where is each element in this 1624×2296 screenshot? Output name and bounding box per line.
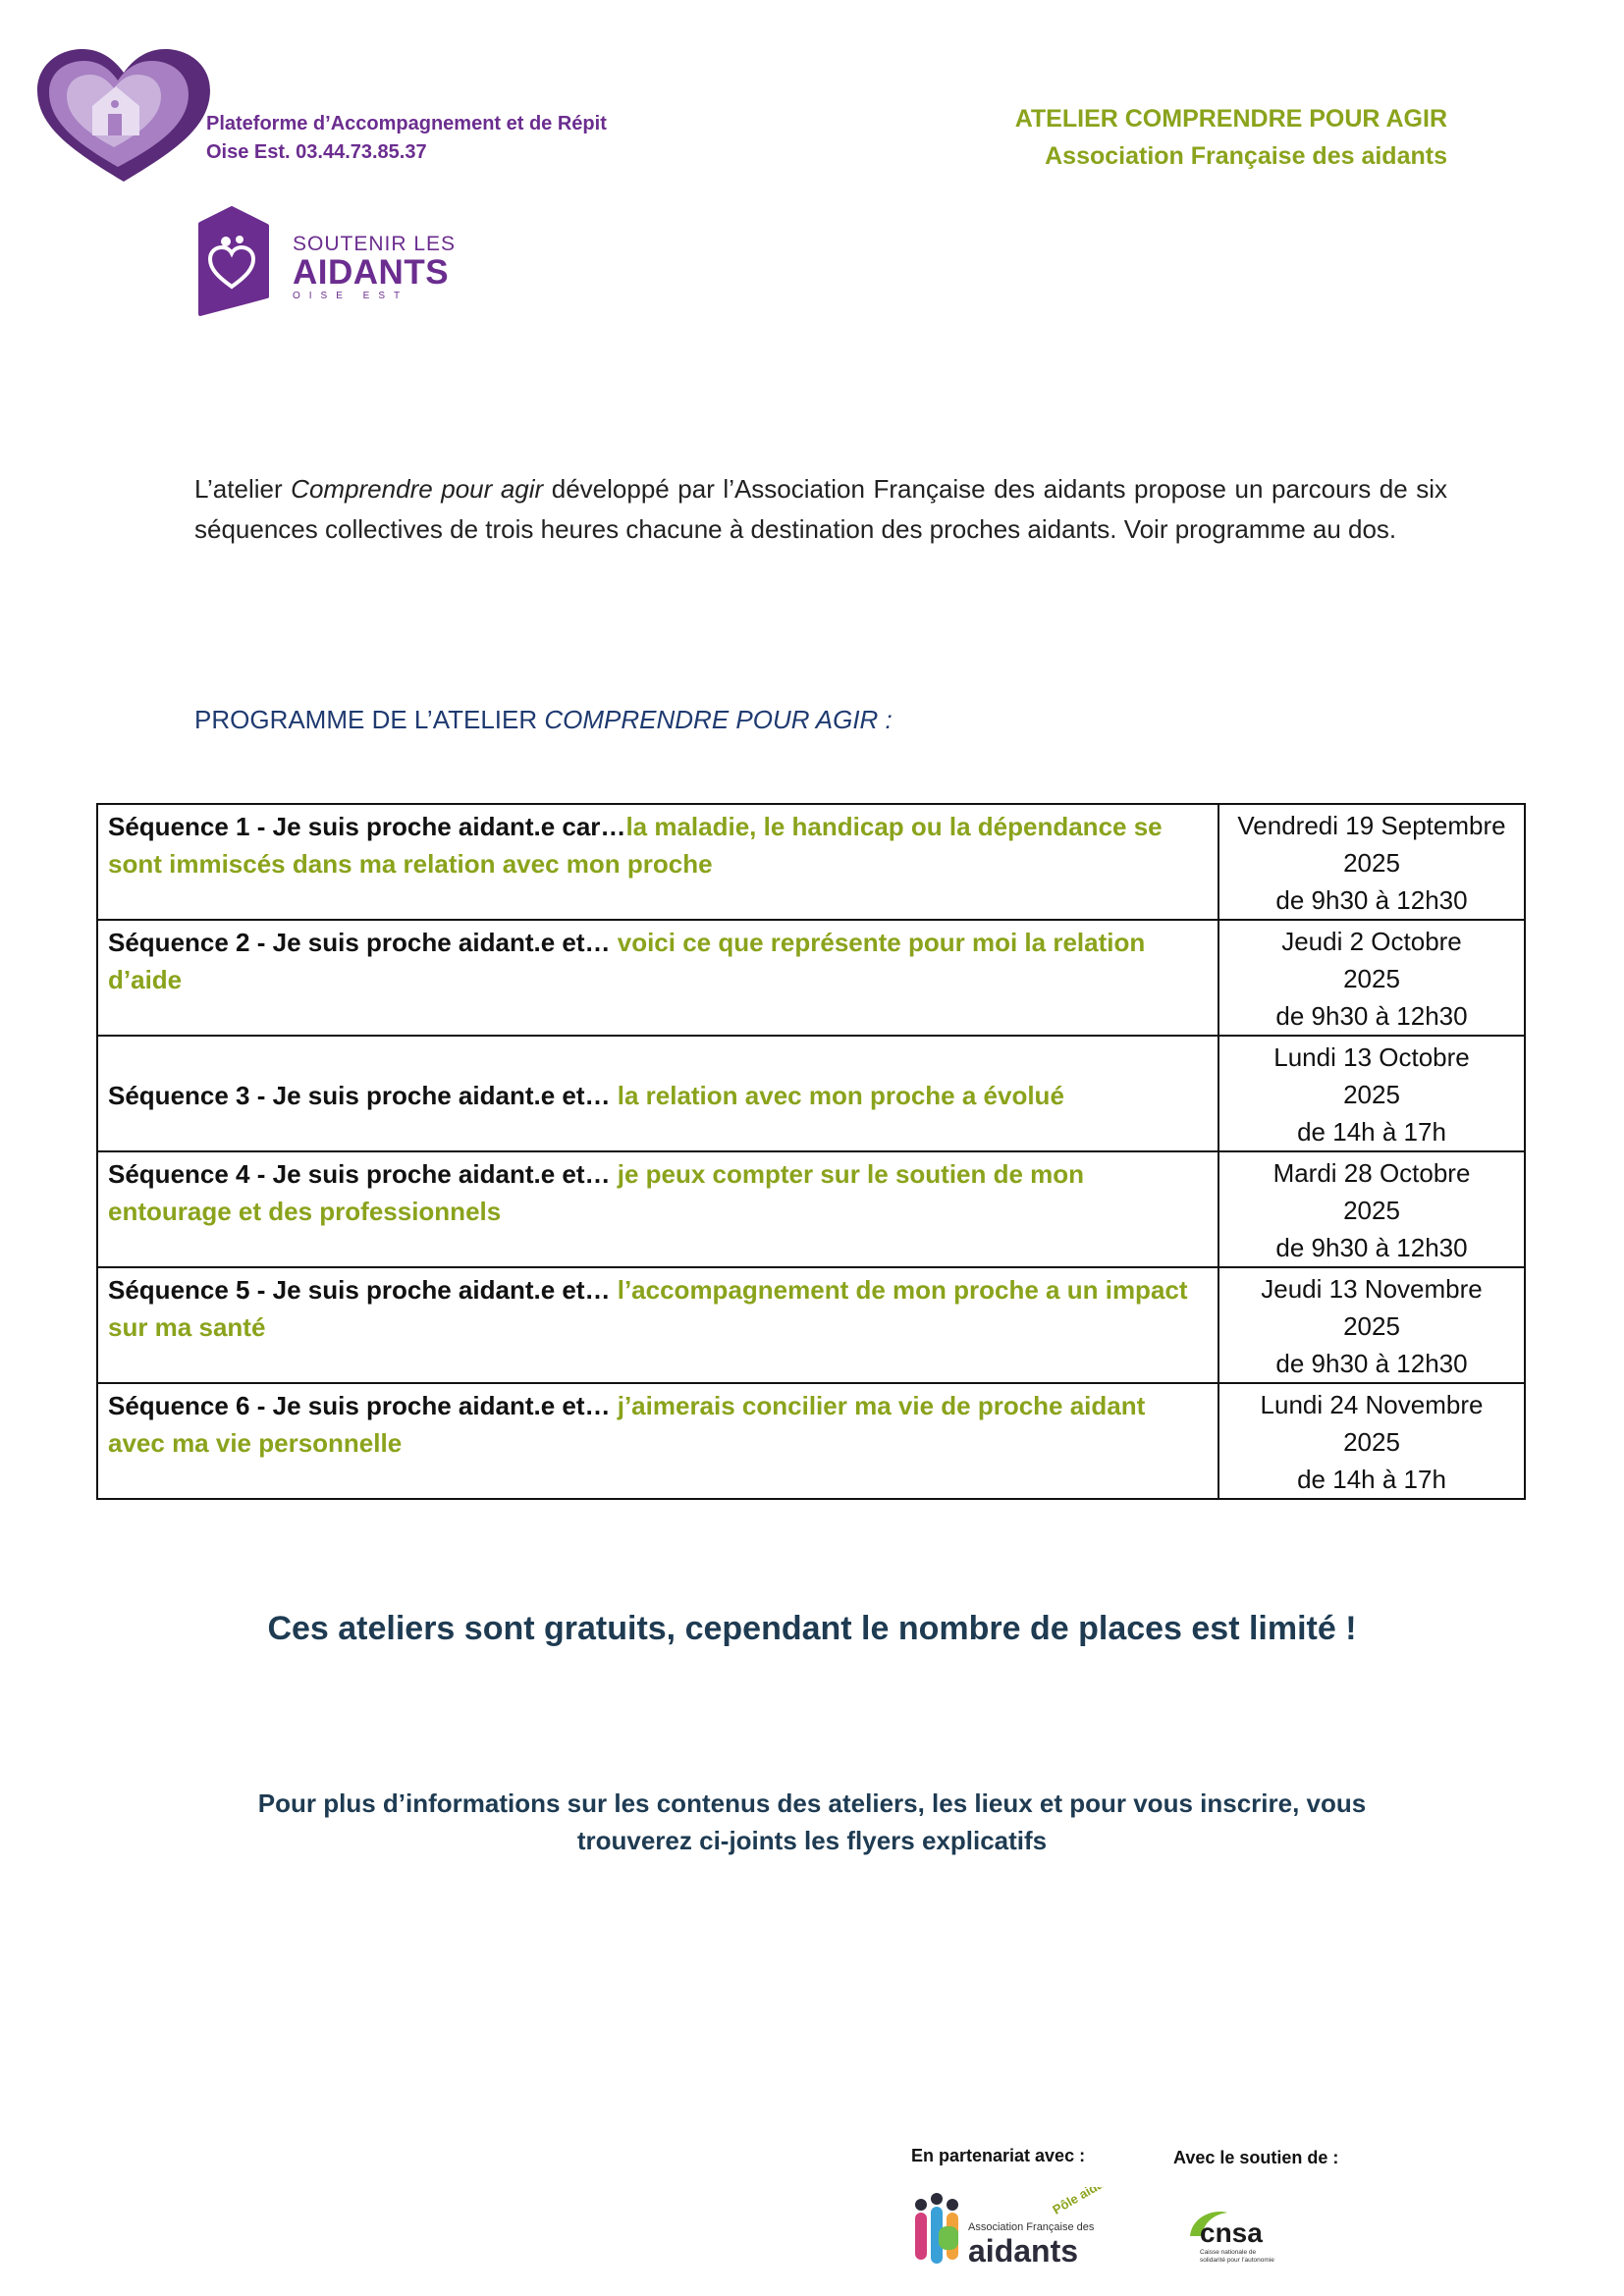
sequence-topic: j’aimerais concilier ma vie de proche aidant avec ma vie personnelle xyxy=(108,1391,1146,1458)
sequence-cell xyxy=(97,1151,1218,1267)
sequence-topic: voici ce que représente pour moi la relation d’aide xyxy=(108,928,1146,994)
platform-heart-logo xyxy=(35,49,212,187)
sequence-topic: je peux compter sur le soutien de mon entourage et des professionnels xyxy=(108,1159,1085,1226)
date-time: de 9h30 à 12h30 xyxy=(1275,1349,1468,1378)
table-row xyxy=(97,1383,1525,1499)
cnsa-sub1: Caisse nationale de xyxy=(1200,2249,1257,2256)
table-row xyxy=(97,920,1525,1036)
date-time: de 9h30 à 12h30 xyxy=(1275,1001,1468,1031)
sequence-lead: Séquence 2 - Je suis proche aidant.e et… xyxy=(108,928,618,957)
sequence-topic: la maladie, le handicap ou la dépendance se sont immiscés dans ma relation avec mon proche xyxy=(108,812,1163,879)
afa-aidants-logo xyxy=(911,2187,1117,2275)
info-line1: Pour plus d’informations sur les contenus des ateliers, les lieux et pour vous inscrire, vous xyxy=(257,1789,1367,1818)
table-row xyxy=(97,1267,1525,1383)
date-cell xyxy=(1218,1036,1525,1151)
cnsa-sub2: solidarité pour l’autonomie xyxy=(1200,2257,1274,2264)
info-line2: trouverez ci-joints les flyers explicatifs xyxy=(576,1826,1048,1855)
date-day: Jeudi 13 Novembre xyxy=(1261,1274,1483,1304)
date-time: de 14h à 17h xyxy=(1297,1465,1446,1494)
intro-paragraph xyxy=(194,469,1447,550)
afa-small-text: Association Française des xyxy=(968,2221,1095,2233)
date-cell xyxy=(1218,1383,1525,1499)
date-time: de 9h30 à 12h30 xyxy=(1275,1233,1468,1262)
program-title-italic: COMPRENDRE POUR AGIR : xyxy=(544,705,893,734)
free-workshops-note: Ces ateliers sont gratuits, cependant le nombre de places est limité ! xyxy=(267,1610,1357,1647)
sequence-lead: Séquence 1 - Je suis proche aidant.e car… xyxy=(108,812,626,841)
date-time: de 14h à 17h xyxy=(1297,1117,1446,1147)
program-title xyxy=(194,705,893,735)
afa-big-text: aidants xyxy=(968,2233,1079,2269)
people-icon xyxy=(915,2193,958,2264)
intro-part1: L’atelier xyxy=(194,474,292,504)
soutenir-aidants-logo-text xyxy=(293,234,456,302)
date-time: de 9h30 à 12h30 xyxy=(1275,885,1468,915)
sequence-cell xyxy=(97,1383,1218,1499)
program-table xyxy=(96,803,1526,1500)
sequence-cell xyxy=(97,804,1218,920)
cnsa-name: cnsa xyxy=(1200,2217,1263,2248)
intro-workshop-name: Comprendre pour agir xyxy=(291,474,544,504)
table-row xyxy=(97,804,1525,920)
logo2-line3: OISE EST xyxy=(293,291,409,301)
date-year: 2025 xyxy=(1343,1196,1400,1225)
intro-part2: développé par l’Association Française des aidants propose un parcours de six séquences collectives de trois heures chacune à destination des proches aidants. Voir programme au dos. xyxy=(194,474,1447,544)
date-day: Mardi 28 Octobre xyxy=(1272,1158,1471,1188)
logo2-line1: SOUTENIR LES xyxy=(293,233,457,255)
sequence-cell xyxy=(97,1036,1218,1151)
sequence-lead: Séquence 4 - Je suis proche aidant.e et… xyxy=(108,1159,618,1189)
date-year: 2025 xyxy=(1343,964,1400,993)
date-day: Lundi 24 Novembre xyxy=(1260,1390,1484,1419)
date-cell xyxy=(1218,1267,1525,1383)
document-header xyxy=(1015,100,1447,175)
table-row xyxy=(97,1036,1525,1151)
sequence-cell xyxy=(97,1267,1218,1383)
date-year: 2025 xyxy=(1343,1080,1400,1109)
date-day: Lundi 13 Octobre xyxy=(1273,1042,1470,1072)
cnsa-logo xyxy=(1184,2203,1274,2271)
date-year: 2025 xyxy=(1343,1427,1400,1457)
sequence-topic: la relation avec mon proche a évolué xyxy=(617,1080,1064,1110)
date-year: 2025 xyxy=(1343,1311,1400,1341)
sequence-cell xyxy=(97,920,1218,1036)
logo2-line2: AIDANTS xyxy=(293,253,450,292)
date-day: Vendredi 19 Septembre xyxy=(1237,811,1506,840)
sequence-lead: Séquence 5 - Je suis proche aidant.e et… xyxy=(108,1275,618,1305)
soutenir-aidants-logo-mark xyxy=(192,206,271,316)
date-day: Jeudi 2 Octobre xyxy=(1281,927,1462,956)
more-info-note xyxy=(236,1785,1388,1859)
date-cell xyxy=(1218,804,1525,920)
platform-contact xyxy=(206,110,607,167)
sequence-lead: Séquence 3 - Je suis proche aidant.e et… xyxy=(108,1080,618,1110)
platform-phone: Oise Est. 03.44.73.85.37 xyxy=(206,141,427,163)
date-cell xyxy=(1218,920,1525,1036)
support-label: Avec le soutien de : xyxy=(1173,2148,1339,2167)
program-title-prefix: PROGRAMME DE L’ATELIER xyxy=(194,705,545,734)
association-name: Association Française des aidants xyxy=(1045,142,1447,170)
sequence-topic: l’accompagnement de mon proche a un impact sur ma santé xyxy=(108,1275,1188,1342)
table-row xyxy=(97,1151,1525,1267)
partner-label: En partenariat avec : xyxy=(911,2146,1086,2165)
date-year: 2025 xyxy=(1343,848,1400,878)
sequence-lead: Séquence 6 - Je suis proche aidant.e et… xyxy=(108,1391,618,1420)
date-cell xyxy=(1218,1151,1525,1267)
platform-name: Plateforme d’Accompagnement et de Répit xyxy=(206,113,607,134)
afa-arc-text: Pôle aidants xyxy=(1050,2187,1117,2217)
workshop-title: ATELIER COMPRENDRE POUR AGIR xyxy=(1014,105,1447,133)
